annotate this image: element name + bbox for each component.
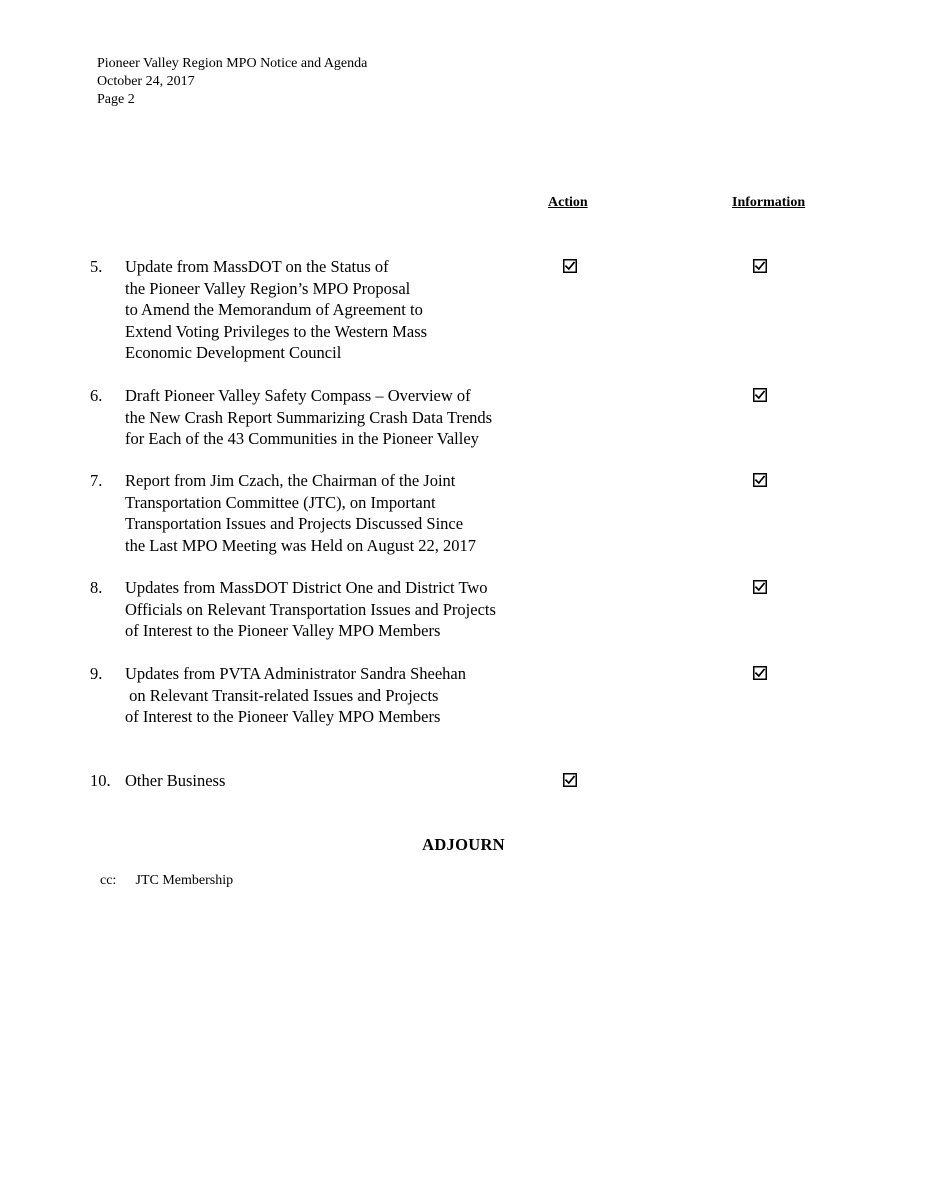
agenda-item-line: Officials on Relevant Transportation Issues and Projects	[125, 599, 496, 619]
information-column-heading: Information	[732, 195, 806, 210]
agenda-item-line: Other Business	[125, 771, 226, 790]
agenda-item-line: of Interest to the Pioneer Valley MPO Members	[125, 707, 441, 726]
agenda-item-number: 7.	[90, 471, 103, 490]
agenda-item-number: 5.	[90, 257, 103, 276]
agenda-item-text	[125, 770, 555, 792]
action-column-heading: Action	[548, 195, 588, 210]
agenda-item-number: 8.	[90, 578, 103, 597]
information-checked-box-icon	[753, 259, 767, 273]
agenda-item-line: Updates from MassDOT District One and District Two	[125, 578, 488, 597]
action-checked-box-icon	[563, 773, 577, 787]
agenda-item-line: Transportation Issues and Projects Discussed Since	[125, 514, 464, 533]
agenda-item-number: 10.	[90, 771, 111, 790]
information-checked-box-icon	[753, 473, 767, 487]
action-checked-box-icon	[563, 259, 577, 273]
agenda-item-text	[125, 470, 555, 556]
agenda-item-text	[125, 663, 555, 728]
agenda-item-line: to Amend the Memorandum of Agreement to	[125, 300, 423, 319]
agenda-item-text	[125, 577, 555, 642]
header-date: October 24, 2017	[97, 74, 195, 89]
header-title: Pioneer Valley Region MPO Notice and Agenda	[97, 56, 368, 71]
agenda-item-line: Report from Jim Czach, the Chairman of the Joint	[125, 471, 456, 490]
agenda-item-line: of Interest to the Pioneer Valley MPO Members	[125, 621, 441, 640]
adjourn-heading: ADJOURN	[422, 835, 505, 854]
agenda-item-line: Transportation Committee (JTC), on Important	[125, 492, 436, 512]
agenda-item-line: the Pioneer Valley Region’s MPO Proposal	[125, 278, 411, 298]
agenda-item-line: Economic Development Council	[125, 343, 342, 362]
cc-line	[100, 873, 233, 889]
agenda-item-line: Draft Pioneer Valley Safety Compass – Overview of	[125, 386, 471, 405]
agenda-item-text	[125, 256, 555, 364]
cc-label: cc:	[100, 873, 117, 888]
agenda-item-number: 6.	[90, 386, 103, 405]
information-checked-box-icon	[753, 580, 767, 594]
agenda-item-line: Extend Voting Privileges to the Western Mass	[125, 321, 428, 341]
agenda-item-line: the Last MPO Meeting was Held on August 22, 2017	[125, 535, 477, 555]
information-checked-box-icon	[753, 666, 767, 680]
agenda-item-line: Update from MassDOT on the Status of	[125, 257, 389, 276]
agenda-item-line: the New Crash Report Summarizing Crash Data Trends	[125, 407, 493, 427]
agenda-item-number: 9.	[90, 664, 103, 683]
agenda-item-line: Updates from PVTA Administrator Sandra Sheehan	[125, 664, 466, 683]
information-checked-box-icon	[753, 388, 767, 402]
header-page-number: Page 2	[97, 92, 135, 107]
document-header	[97, 55, 367, 109]
agenda-item-text	[125, 385, 555, 450]
cc-recipients: JTC Membership	[135, 873, 234, 888]
agenda-item-line: for Each of the 43 Communities in the Pioneer Valley	[125, 429, 479, 448]
agenda-item-line: on Relevant Transit-related Issues and Projects	[125, 685, 439, 705]
